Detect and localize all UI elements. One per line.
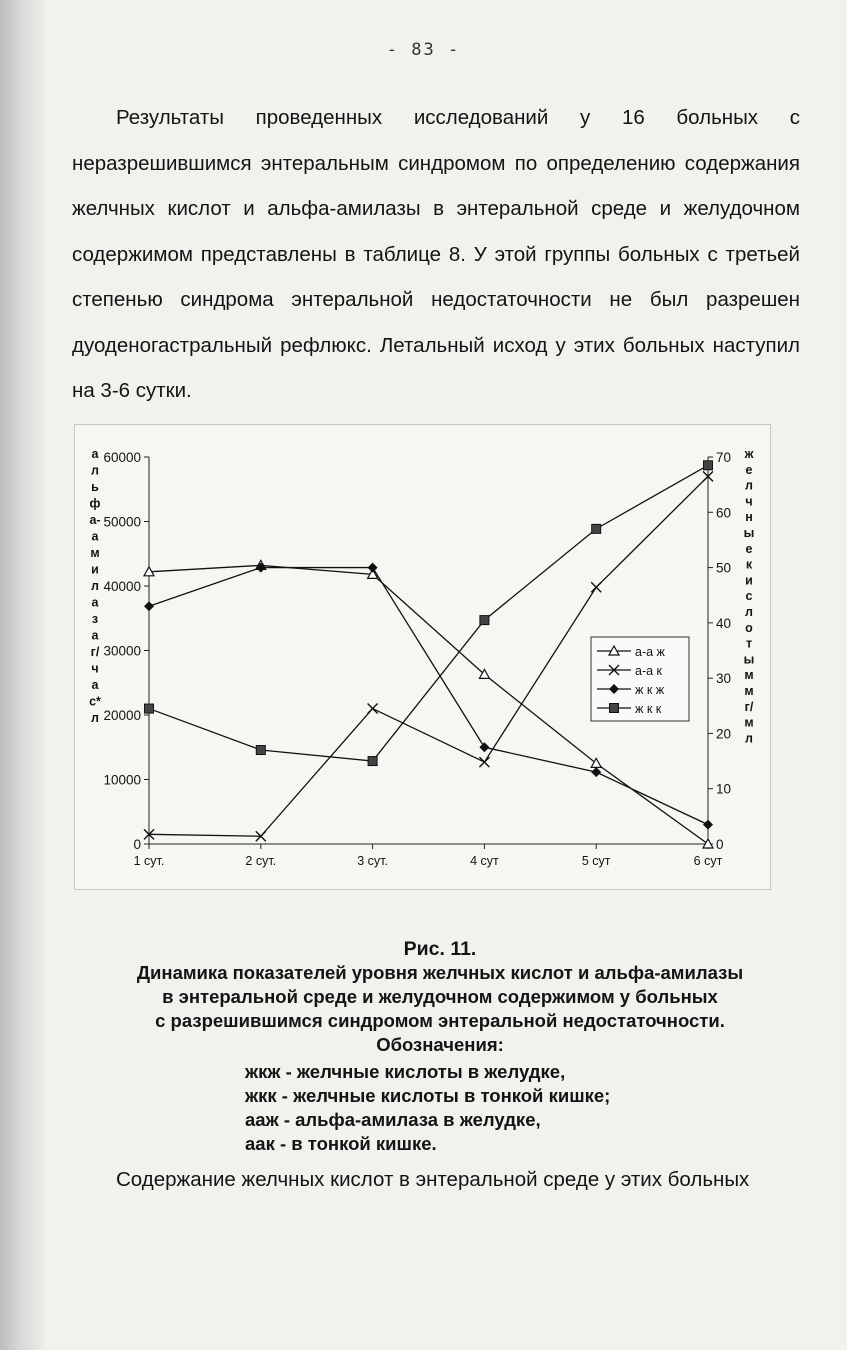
y-right-tick-label: 50 <box>716 560 732 576</box>
x-tick-label: 3 сут. <box>357 854 388 868</box>
y-left-label-char: л <box>91 463 99 478</box>
y-left-tick-label: 30000 <box>103 643 141 659</box>
data-point <box>144 601 154 611</box>
y-left-tick-label: 20000 <box>103 708 141 723</box>
y-right-label-char: г/ <box>744 699 754 714</box>
paragraph-continuation: Содержание желчных кислот в энтеральной среде у этих больных <box>116 1168 750 1191</box>
legend-label: ж к ж <box>635 683 665 697</box>
x-tick-label: 6 сут <box>693 854 723 868</box>
page-number: - 83 - <box>386 40 461 60</box>
y-right-tick-label: 30 <box>716 671 732 687</box>
y-right-label-char: и <box>745 573 753 588</box>
y-right-label-char: ы <box>743 526 755 540</box>
y-right-label-char: ы <box>743 652 755 667</box>
y-left-tick-label: 40000 <box>103 579 141 594</box>
y-left-label-char: а <box>91 529 99 544</box>
y-right-label-char: е <box>745 541 753 556</box>
legend-label: а-а ж <box>635 645 665 659</box>
data-point <box>256 746 265 755</box>
y-right-label-char: м <box>744 715 754 730</box>
y-left-label-char: а- <box>89 513 101 527</box>
data-point <box>479 757 489 767</box>
data-point <box>591 767 601 777</box>
y-right-label-char: ж <box>744 447 754 461</box>
y-left-label-char: с* <box>89 694 101 709</box>
y-right-tick-label: 40 <box>716 615 732 631</box>
figure-title: Рис. 11. <box>403 938 477 960</box>
y-right-label-char: ч <box>745 494 753 509</box>
y-right-label-char: л <box>745 478 753 493</box>
data-point <box>368 704 378 714</box>
y-right-label-char: т <box>745 636 753 651</box>
y-right-label-char: н <box>745 510 753 525</box>
data-point <box>256 563 266 573</box>
paragraph-intro: Результаты проведенных исследований у 16 больных с неразрешившимся энтеральным синдромом по определению содержания желчных кислот и альфа-амилазы в энтеральной среде и желудочном содержимом представлены в таблице 8. У этой группы больных с третьей степенью синдрома энтеральной недостаточности не был разрешен дуоденогастральный рефлюкс. Летальный исход у этих больных наступил на 3-6 сутки. <box>72 106 800 402</box>
y-right-label-char: с <box>745 589 753 604</box>
page-binding-shadow <box>0 0 46 1350</box>
notation-list <box>245 1060 610 1156</box>
x-tick-label: 4 сут <box>470 854 499 868</box>
y-right-label-char: м <box>744 684 754 698</box>
y-left-label-char: а <box>91 628 99 643</box>
legend-label: ж к к <box>635 702 662 716</box>
data-point <box>591 582 601 592</box>
y-left-label-char: ч <box>91 661 99 676</box>
y-left-label-char: г/ <box>90 645 100 659</box>
y-left-label-char: ь <box>91 480 99 494</box>
y-right-tick-label: 20 <box>716 726 732 742</box>
y-right-label-char: м <box>744 668 754 683</box>
data-point <box>591 758 601 767</box>
x-tick-label: 5 сут <box>581 854 611 868</box>
line-chart <box>74 424 769 888</box>
y-right-label-char: к <box>745 557 753 572</box>
legend-marker <box>610 704 619 713</box>
y-right-tick-label: 0 <box>716 837 724 852</box>
y-right-label-char: е <box>745 462 753 477</box>
notation-item: ааж - альфа-амилаза в желудке, <box>245 1109 541 1130</box>
data-point <box>703 820 713 830</box>
y-right-label-char: л <box>745 731 753 746</box>
y-left-label-char: л <box>91 711 99 725</box>
y-left-label-char: и <box>91 562 99 577</box>
y-right-tick-label: 70 <box>716 450 732 465</box>
y-left-tick-label: 60000 <box>103 450 141 465</box>
y-right-tick-label: 60 <box>716 505 732 521</box>
data-point <box>480 616 489 625</box>
y-right-label-char: л <box>745 605 753 619</box>
y-right-label-char: о <box>745 620 753 635</box>
y-left-label-char: а <box>91 678 99 692</box>
y-left-label-char: з <box>91 612 99 626</box>
y-left-label-char: а <box>91 595 99 610</box>
y-left-label-char: л <box>91 579 99 593</box>
notation-item: жкж - желчные кислоты в желудке, <box>245 1061 566 1082</box>
y-left-tick-label: 0 <box>133 837 141 852</box>
caption-notation-heading: Обозначения: <box>376 1034 504 1055</box>
y-left-label-char: ф <box>89 496 101 511</box>
data-point <box>368 563 378 573</box>
notation-item: жкк - желчные кислоты в тонкой кишке; <box>245 1085 611 1106</box>
data-point <box>704 461 713 470</box>
caption-line: в энтеральной среде и желудочном содержимом у больных <box>162 986 718 1007</box>
notation-item: аак - в тонкой кишке. <box>245 1133 437 1154</box>
y-left-label-char: м <box>90 546 100 560</box>
legend-label: а-а к <box>635 664 663 678</box>
data-point <box>592 524 601 533</box>
data-point <box>479 742 489 752</box>
x-tick-label: 1 сут. <box>133 854 165 868</box>
y-left-tick-label: 10000 <box>103 772 141 788</box>
caption-line: с разрешившимся синдромом энтеральной недостаточности. <box>155 1010 725 1031</box>
data-point <box>145 704 154 713</box>
figure-caption <box>40 937 840 1057</box>
x-tick-label: 2 сут. <box>245 854 277 868</box>
data-point <box>368 757 377 766</box>
y-right-tick-label: 10 <box>716 781 732 797</box>
caption-line: Динамика показателей уровня желчных кислот и альфа-амилазы <box>136 962 744 983</box>
y-left-label-char: а <box>91 447 99 461</box>
y-left-tick-label: 50000 <box>103 514 141 530</box>
